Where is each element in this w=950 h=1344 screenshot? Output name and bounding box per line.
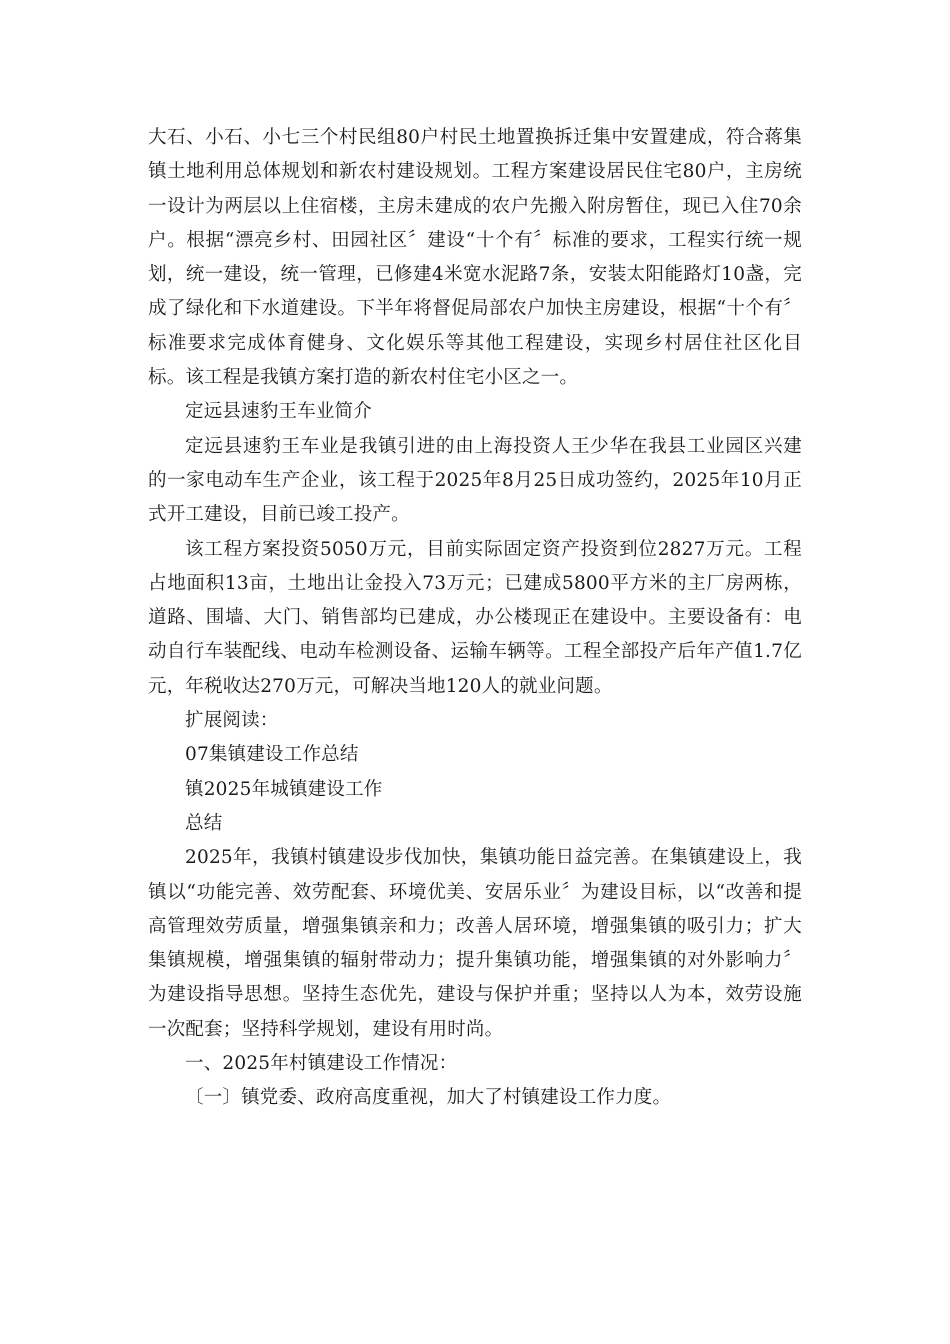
paragraph-company-overview: 定远县速豹王车业是我镇引进的由上海投资人王少华在我县工业园区兴建的一家电动车生产企业，该工程于2025年8月25日成功签约，2025年10月正式开工建设，目前已竣工投产。 bbox=[148, 435, 802, 526]
label-extended-reading: 扩展阅读： bbox=[185, 710, 279, 732]
document-body bbox=[148, 121, 802, 1116]
heading-company-intro: 定远县速豹王车业简介 bbox=[185, 401, 373, 423]
title-summary: 总结 bbox=[185, 812, 223, 834]
paragraph-summary-2025: 2025年，我镇村镇建设步伐加快，集镇功能日益完善。在集镇建设上，我镇以“功能完善、效劳配套、环境优美、安居乐业〞为建设目标，以“改善和提高管理效劳质量，增强集镇亲和力；改善人居环境，增强集镇的吸引力；扩大集镇规模，增强集镇的辐射带动力；提升集镇功能，增强集镇的对外影响力〞为建设指导思想。坚持生态优先，建设与保护并重；坚持以人为本，效劳设施一次配套；坚持科学规划，建设有用时尚。 bbox=[148, 847, 802, 1040]
section-heading-1: 一、2025年村镇建设工作情况： bbox=[185, 1053, 458, 1075]
paragraph-investment: 该工程方案投资5050万元，目前实际固定资产投资到位2827万元。工程占地面积13亩，土地出让金投入73万元；已建成5800平方米的主厂房两栋，道路、围墙、大门、销售部均已建成，办公楼现正在建设中。主要设备有：电动自行车装配线、电动车检测设备、运输车辆等。工程全部投产后年产值1.7亿元，年税收达270万元，可解决当地120人的就业问题。 bbox=[148, 538, 802, 697]
paragraph-resettlement: 大石、小石、小七三个村民组80户村民土地置换拆迁集中安置建成，符合蒋集镇土地利用总体规划和新农村建设规划。工程方案建设居民住宅80户，主房统一设计为两层以上住宿楼，主房未建成的农户先搬入附房暂住，现已入住70余户。根据“漂亮乡村、田园社区〞建设“十个有〞标准的要求，工程实行统一规划，统一建设，统一管理，已修建4米宽水泥路7条，安装太阳能路灯10盏，完成了绿化和下水道建设。下半年将督促局部农户加快主房建设，根据“十个有〞标准要求完成体育健身、文化娱乐等其他工程建设，实现乡村居住社区化目标。该工程是我镇方案打造的新农村住宅小区之一。 bbox=[148, 127, 802, 389]
subsection-heading-1: 〔一〕镇党委、政府高度重视，加大了村镇建设工作力度。 bbox=[185, 1087, 672, 1109]
title-town-work: 镇2025年城镇建设工作 bbox=[185, 778, 383, 800]
title-summary-07: 07集镇建设工作总结 bbox=[185, 744, 359, 766]
